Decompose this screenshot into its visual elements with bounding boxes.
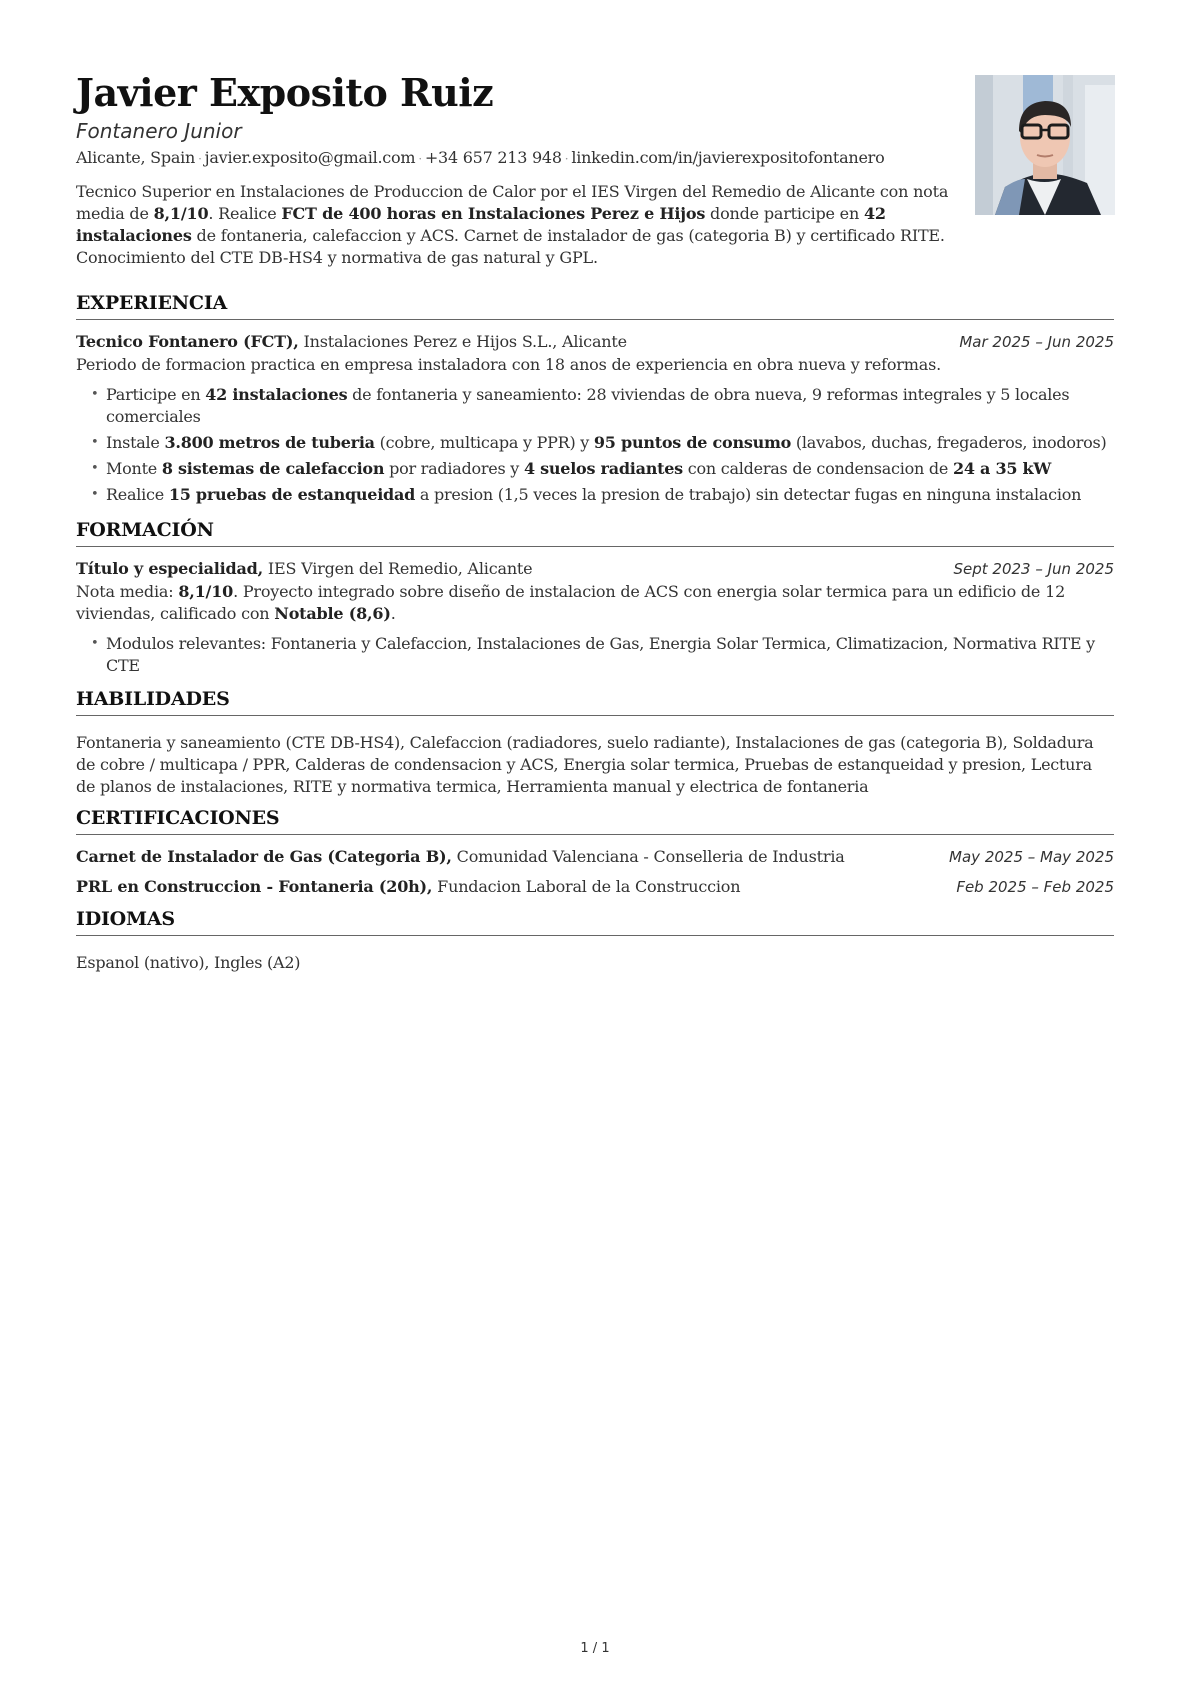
candidate-name: Javier Exposito Ruiz <box>76 70 494 115</box>
section-title-certifications: CERTIFICACIONES <box>76 806 1114 835</box>
certification-issuer: Comunidad Valenciana - Conselleria de Industria <box>451 847 845 866</box>
emphasis-text: 42 instalaciones <box>205 385 348 404</box>
certifications-section <box>76 806 1114 899</box>
entry-description: Periodo de formacion practica en empresa instaladora con 18 anos de experiencia en obra nueva y reformas. <box>76 355 941 374</box>
emphasis-text: 24 a 35 kW <box>952 459 1052 478</box>
entry-description: Nota media: 8,1/10. Proyecto integrado sobre diseño de instalacion de ACS con energia solar termica para un edificio de 12 viviendas, calificado con Notable (8,6). <box>76 582 1066 623</box>
contact-line <box>76 146 1114 171</box>
section-title-languages: IDIOMAS <box>76 907 1114 936</box>
job-title: Fontanero Junior <box>76 119 242 143</box>
email-link[interactable]: javier.exposito@gmail.com <box>204 148 416 167</box>
entry-institution: IES Virgen del Remedio, Alicante <box>263 559 533 578</box>
education-section <box>76 518 1114 677</box>
professional-summary: Tecnico Superior en Instalaciones de Produccion de Calor por el IES Virgen del Remedio de Alicante con nota media de 8,1/10. Realice FCT de 400 horas en Instalaciones Perez e Hijos donde participe en 42 instalaciones de fontaneria, calefaccion y ACS. Carnet de instalador de gas (categoria B) y certificado RITE. Conocimiento del CTE DB-HS4 y normativa de gas natural y GPL. <box>76 182 949 267</box>
modules-item: • Modulos relevantes: Fontaneria y Calefaccion, Instalaciones de Gas, Energia Solar Termica, Climatizacion, Normativa RITE y CTE <box>106 633 1114 677</box>
achievement-item: • Instale 3.800 metros de tuberia (cobre, multicapa y PPR) y 95 puntos de consumo (lavabos, duchas, fregaderos, inodoros) <box>106 432 1114 454</box>
certification-date: Feb 2025 – Feb 2025 <box>956 878 1114 896</box>
modules-list <box>76 633 1114 677</box>
emphasis-text: 8 sistemas de calefaccion <box>161 459 385 478</box>
section-title-experience: EXPERIENCIA <box>76 291 1114 320</box>
certification-entry <box>76 845 1114 869</box>
resume-page <box>76 70 1114 974</box>
emphasis-text: 15 pruebas de estanqueidad <box>168 485 416 504</box>
achievement-list <box>76 384 1114 506</box>
emphasis-text: 42 instalaciones <box>76 204 886 245</box>
separator: · <box>564 152 569 166</box>
location: Alicante, Spain <box>76 148 196 167</box>
entry-header <box>76 557 1114 581</box>
entry-role: Tecnico Fontanero (FCT), <box>76 332 299 351</box>
profile-photo <box>975 75 1115 215</box>
emphasis-text: 8,1/10 <box>178 582 234 601</box>
emphasis-text: Notable (8,6) <box>274 604 391 623</box>
section-title-skills: HABILIDADES <box>76 687 1114 716</box>
person-portrait-icon <box>975 75 1115 215</box>
page-number: 1 / 1 <box>580 1641 610 1656</box>
linkedin-link[interactable]: linkedin.com/in/javierexpositofontanero <box>571 148 885 167</box>
certification-name: Carnet de Instalador de Gas (Categoria B), <box>76 847 452 866</box>
experience-entry <box>76 330 1114 506</box>
entry-date: Sept 2023 – Jun 2025 <box>953 560 1114 578</box>
skills-text: Fontaneria y saneamiento (CTE DB-HS4), Calefaccion (radiadores, suelo radiante), Instalaciones de gas (categoria B), Soldadura de cobre / multicapa / PPR, Calderas de condensacion y ACS, Energia solar termica, Pruebas de estanqueidad y presion, Lectura de planos de instalaciones, RITE y normativa termica, Herramienta manual y electrica de fontaneria <box>76 733 1094 796</box>
achievement-item: • Participe en 42 instalaciones de fontaneria y saneamiento: 28 viviendas de obra nueva, 9 reformas integrales y 5 locales comerciales <box>106 384 1114 428</box>
achievement-item: • Monte 8 sistemas de calefaccion por radiadores y 4 suelos radiantes con calderas de condensacion de 24 a 35 kW <box>106 458 1114 480</box>
separator: · <box>198 152 202 166</box>
certification-date: May 2025 – May 2025 <box>949 848 1114 866</box>
separator: · <box>418 152 422 166</box>
entry-date: Mar 2025 – Jun 2025 <box>959 333 1114 351</box>
entry-organization: Instalaciones Perez e Hijos S.L., Alicante <box>298 332 627 351</box>
languages-text: Espanol (nativo), Ingles (A2) <box>76 953 301 972</box>
skills-section <box>76 687 1114 798</box>
experience-section <box>76 291 1114 506</box>
phone-link[interactable]: +34 657 213 948 <box>424 148 562 167</box>
education-entry <box>76 557 1114 677</box>
achievement-item: • Realice 15 pruebas de estanqueidad a presion (1,5 veces la presion de trabajo) sin detectar fugas en ninguna instalacion <box>106 484 1114 506</box>
emphasis-text: 95 puntos de consumo <box>593 433 792 452</box>
languages-section <box>76 907 1114 974</box>
emphasis-text: 8,1/10 <box>153 204 209 223</box>
emphasis-text: FCT de 400 horas en Instalaciones Perez e Hijos <box>281 204 706 223</box>
certification-name: PRL en Construccion - Fontaneria (20h), <box>76 877 433 896</box>
certification-entry <box>76 875 1114 899</box>
entry-header <box>76 330 1114 354</box>
entry-degree: Título y especialidad, <box>76 559 264 578</box>
resume-header <box>76 70 1114 269</box>
certification-issuer: Fundacion Laboral de la Construccion <box>432 877 741 896</box>
emphasis-text: 3.800 metros de tuberia <box>164 433 375 452</box>
section-title-education: FORMACIÓN <box>76 518 1114 547</box>
emphasis-text: 4 suelos radiantes <box>523 459 683 478</box>
